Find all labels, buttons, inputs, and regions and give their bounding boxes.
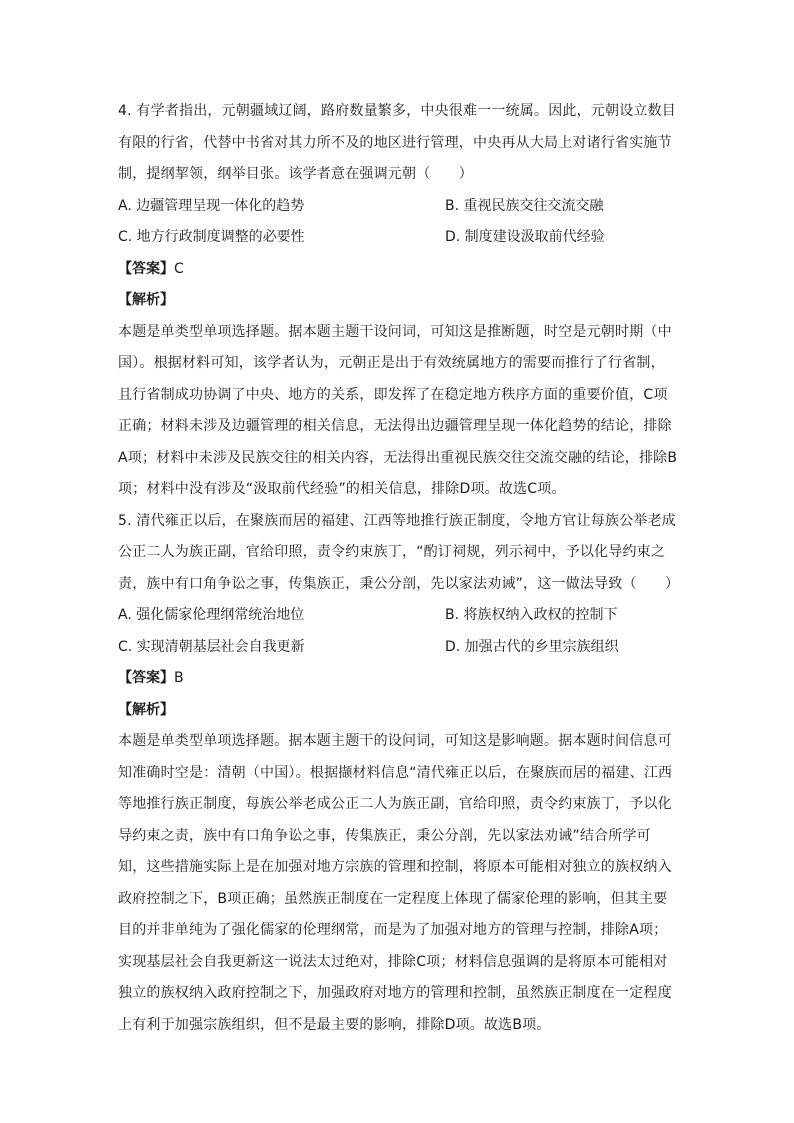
- document-page: [118, 96, 678, 1041]
- question-5: [118, 506, 678, 1042]
- answer-label: 【答案】: [118, 670, 174, 686]
- answer-line: [118, 254, 678, 286]
- analysis-label: 【解析】: [118, 292, 174, 308]
- answer-value: C: [174, 260, 184, 277]
- analysis-text: 本题是单类型单项选择题。据本题主题干设问词，可知这是推断题，时空是元朝时期（中国）。根据材料可知，该学者认为，元朝正是出于有效统属地方的需要而推行了行省制，且行省制成功协调了中央、地方的关系，即发挥了在稳定地方秩序方面的重要价值，C项正确；材料未涉及边疆管理的相关信息，无法得出边疆管理呈现一体化趋势的结论，排除A项；材料中未涉及民族交往的相关内容，无法得出重视民族交往交流交融的结论，排除B项；材料中没有涉及“汲取前代经验”的相关信息，排除D项。故选C项。: [118, 323, 678, 497]
- answer-line: [118, 663, 678, 695]
- analysis-label: 【解析】: [118, 701, 174, 718]
- answer-value: B: [174, 670, 184, 686]
- question-5-stem: 5. 清代雍正以后，在聚族而居的福建、江西等地推行族正制度，令地方官让每族公举老成公正二人为族正副，官给印照，责令约束族丁，“酌订祠规，列示祠中，予以化导约束之责，族中有口角争讼之事，传集族正，秉公分剖，先以家法劝诫”，这一做法导致（ ）: [118, 512, 680, 592]
- analysis-heading: [118, 285, 678, 317]
- option-d: D. 加强古代的乡里宗族组织: [445, 638, 619, 655]
- answer-label: 【答案】: [118, 260, 174, 277]
- option-a: A. 强化儒家伦理纲常统治地位: [118, 607, 305, 623]
- question-4-options: [118, 191, 678, 254]
- question-4: [118, 96, 678, 506]
- option-c: C. 地方行政制度调整的必要性: [118, 229, 305, 245]
- question-5-options: [118, 600, 678, 663]
- option-b: B. 重视民族交往交流交融: [445, 197, 604, 214]
- option-b: B. 将族权纳入政权的控制下: [445, 607, 618, 623]
- analysis-heading: [118, 695, 678, 727]
- question-4-stem: 4. 有学者指出，元朝疆域辽阔，路府数量繁多，中央很难一一统属。因此，元朝设立数目有限的行省，代替中书省对其力所不及的地区进行管理，中央再从大局上对诸行省实施节制，提纲挈领，纲举目张。该学者意在强调元朝（ ）: [118, 103, 677, 182]
- option-c: C. 实现清朝基层社会自我更新: [118, 638, 305, 655]
- option-d: D. 制度建设汲取前代经验: [445, 229, 605, 245]
- analysis-text: 本题是单类型单项选择题。据本题主题干的设问词，可知这是影响题。据本题时间信息可知准确时空是：清朝（中国）。根据撷材料信息“清代雍正以后，在聚族而居的福建、江西等地推行族正制度，每族公举老成公正二人为族正副，官给印照，责令约束族丁，予以化导约束之责，族中有口角争讼之事，传集族正，秉公分剖，先以家法劝诫”结合所学可知，这些措施实际上是在加强对地方宗族的管理和控制，将原本可能相对独立的族权纳入政府控制之下，B项正确；虽然族正制度在一定程度上体现了儒家伦理的影响，但其主要目的并非单纯为了强化儒家的伦理纲常，而是为了加强对地方的管理与控制，排除A项；实现基层社会自我更新这一说法太过绝对，排除C项；材料信息强调的是将原本可能相对独立的族权纳入政府控制之下，加强政府对地方的管理和控制，虽然族正制度在一定程度上有利于加强宗族组织，但不是最主要的影响，排除D项。故选B项。: [118, 733, 673, 1033]
- option-a: A. 边疆管理呈现一体化的趋势: [118, 197, 305, 214]
